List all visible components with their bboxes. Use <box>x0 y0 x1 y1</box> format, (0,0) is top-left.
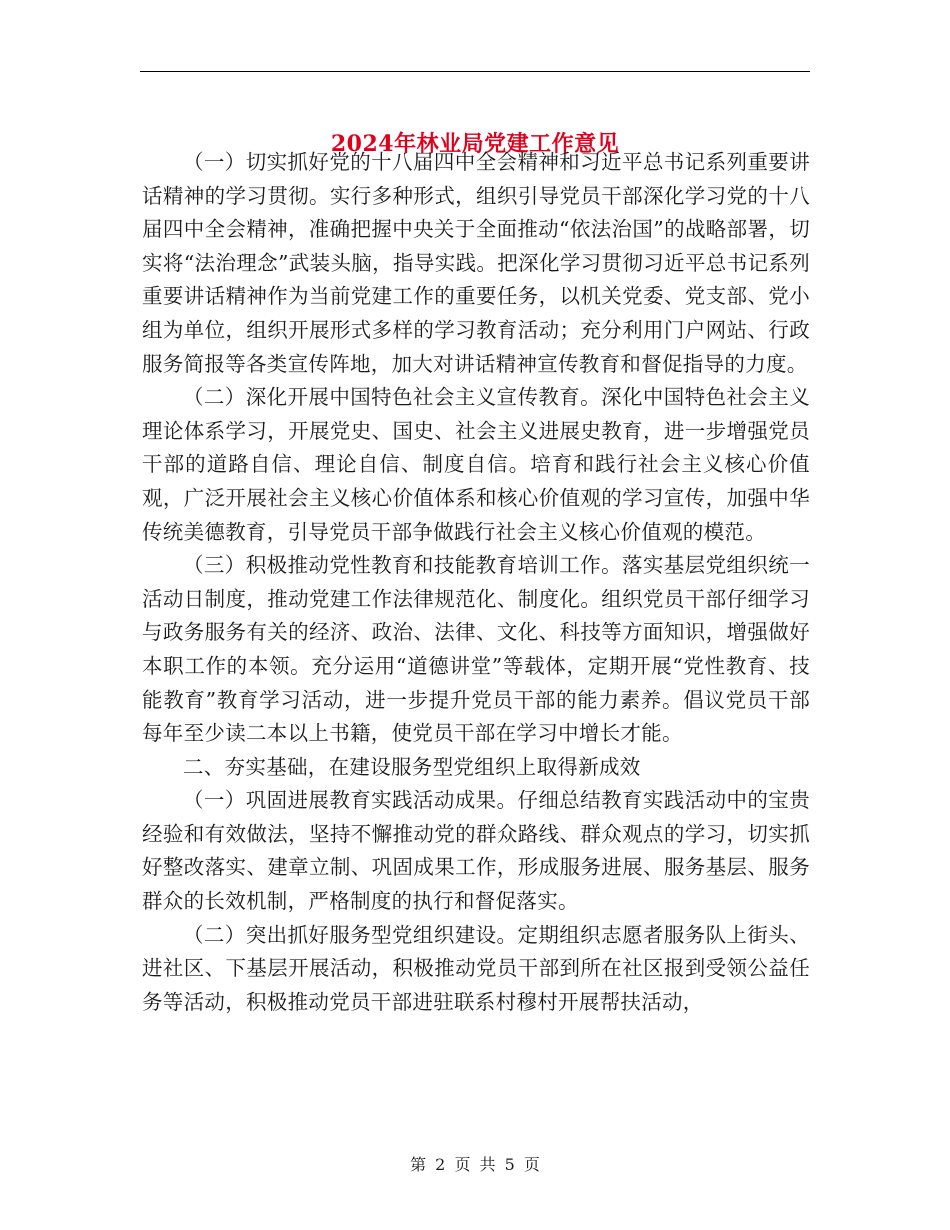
paragraph-5: （二）突出抓好服务型党组织建设。定期组织志愿者服务队上街头、进社区、下基层开展活动，积极推动党员干部到所在社区报到受领公益任务等活动，积极推动党员干部进驻联系村穆村开展帮扶活动， <box>142 922 810 1014</box>
document-title: 2024年林业局党建工作意见 <box>330 130 620 157</box>
paragraph-3: （三）积极推动党性教育和技能教育培训工作。落实基层党组织统一活动日制度，推动党建工作法律规范化、制度化。组织党员干部仔细学习与政务服务有关的经济、政治、法律、文化、科技等方面知识，增强做好本职工作的本领。充分运用“道德讲堂”等载体，定期开展“党性教育、技能教育”教育学习活动，进一步提升党员干部的能力素养。倡议党员干部每年至少读二本以上书籍，使党员干部在学习中增长才能。 <box>142 553 810 746</box>
paragraph-1: （一）切实抓好党的十八届四中全会精神和习近平总书记系列重要讲话精神的学习贯彻。实行多种形式，组织引导党员干部深化学习党的十八届四中全会精神，准确把握中央关于全面推动“依法治国”的战略部署，切实将“法治理念”武装头脑，指导实践。把深化学习贯彻习近平总书记系列重要讲话精神作为当前党建工作的重要任务，以机关党委、党支部、党小组为单位，组织开展形式多样的学习教育活动；充分利用门户网站、行政服务简报等各类宣传阵地，加大对讲话精神宣传教育和督促指导的力度。 <box>142 150 810 376</box>
document-body <box>142 146 810 1019</box>
paragraph-4: （一）巩固进展教育实践活动成果。仔细总结教育实践活动中的宝贵经验和有效做法，坚持不懈推动党的群众路线、群众观点的学习，切实抓好整改落实、建章立制、巩固成果工作，形成服务进展、服务基层、服务群众的长效机制，严格制度的执行和督促落实。 <box>142 788 810 914</box>
header-rule <box>140 71 810 72</box>
page-number: 第 2 页 共 5 页 <box>410 1155 540 1174</box>
paragraph-2: （二）深化开展中国特色社会主义宣传教育。深化中国特色社会主义理论体系学习，开展党史、国史、社会主义进展史教育，进一步增强党员干部的道路自信、理论自信、制度自信。培育和践行社会主义核心价值观，广泛开展社会主义核心价值体系和核心价值观的学习宣传，加强中华传统美德教育，引导党员干部争做践行社会主义核心价值观的模范。 <box>142 385 810 544</box>
section-heading: 二、夯实基础，在建设服务型党组织上取得新成效 <box>183 754 641 779</box>
